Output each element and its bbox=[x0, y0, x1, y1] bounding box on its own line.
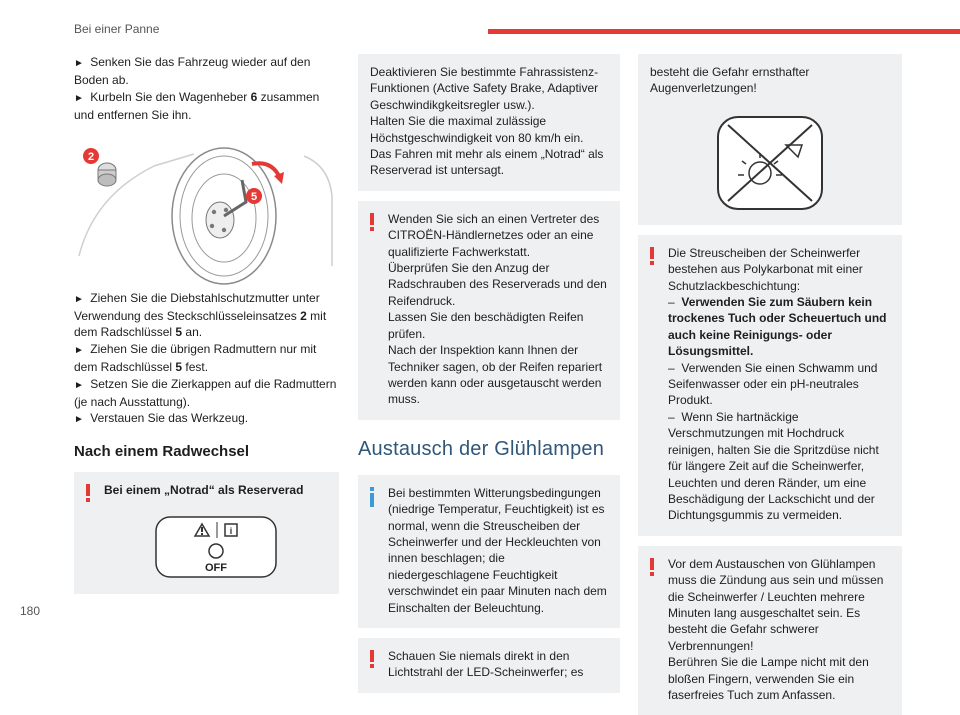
exclamation-mark-icon bbox=[83, 484, 93, 502]
warning-box-bulb-change bbox=[638, 546, 902, 715]
callout-2: 2 bbox=[87, 150, 95, 163]
exclamation-mark-icon bbox=[367, 213, 377, 231]
box-emergency-wheel-rules bbox=[358, 54, 620, 191]
page-number: 180 bbox=[20, 604, 41, 618]
header-accent-bar bbox=[488, 29, 960, 34]
box-text: Deaktivieren Sie bestimmte Fahrassistenz-Funktionen (Active Safety Brake, Adaptiver Geschwindikgkeitsregler usw.). bbox=[370, 65, 599, 112]
arrow-icon: ► bbox=[74, 92, 84, 104]
column-3 bbox=[638, 54, 902, 715]
arrow-icon: ► bbox=[74, 293, 84, 305]
box-text: Schauen Sie niemals direkt in den Lichtstrahl der LED-Scheinwerfer; es bbox=[388, 648, 584, 680]
box-eye-injury bbox=[638, 54, 902, 225]
step-tighten-nuts: ► Ziehen Sie die übrigen Radmuttern nur mit dem Radschlüssel 5 fest. bbox=[74, 341, 317, 375]
column-1 bbox=[74, 54, 339, 594]
box-text: Bei bestimmten Witterungsbedingungen (niedrige Temperatur, Feuchtigkeit) ist es normal, wenn die Streuscheiben der Scheinwerfer und der Heckleuchten von innen beschlagen; die niedergeschlagene Feuchtigkeit verschwindet ein paar Minuten nach dem Einschalten der Beleuchtung. bbox=[388, 485, 607, 615]
step-caps: ► Setzen Sie die Zierkappen auf die Radmuttern (je nach Ausstattung). bbox=[74, 376, 337, 410]
wheel-illustration bbox=[74, 136, 339, 276]
box-text: Die Streuscheiben der Scheinwerfer bestehen aus Polykarbonat mit einer Schutzlackbeschichtung: bbox=[668, 245, 863, 293]
section-title: Austausch der Glühlampen bbox=[358, 437, 605, 460]
step-lower-vehicle: ► Senken Sie das Fahrzeug wieder auf den Boden ab. bbox=[74, 55, 311, 88]
box-text: Wenden Sie sich an einen Vertreter des CITROËN-Händlernetzes oder an eine qualifizierte Fachwerkstatt. bbox=[388, 211, 600, 259]
lens-care-item-1: – Verwenden Sie zum Säubern kein trockenes Tuch oder Scheuertuch und auch keine Reinigungs- oder Lösungsmittel. bbox=[668, 295, 887, 359]
running-header: Bei einer Panne bbox=[74, 22, 160, 36]
info-i-icon bbox=[367, 487, 377, 507]
step-retract-jack: ► Kurbeln Sie den Wagenheber 6 zusammen und entfernen Sie ihn. bbox=[74, 89, 320, 123]
box-text: Berühren Sie die Lampe nicht mit den bloßen Fingern, verwenden Sie ein faserfreies Tuch zum Anfassen. bbox=[668, 655, 869, 702]
step-stow-tools: ► Verstauen Sie das Werkzeug. bbox=[74, 411, 249, 426]
arrow-icon: ► bbox=[74, 379, 84, 391]
lens-care-item-3: – Wenn Sie hartnäckige Verschmutzungen mit Hochdruck reinigen, halten Sie die Spritzdüse nicht für längere Zeit auf die Scheinwerfer, Leuchten und deren Ränder, um eine Beschädigung der Lackschicht und der Dichtungsgummis zu vermeiden. bbox=[668, 409, 879, 523]
box-text: Das Fahren mit mehr als einem „Notrad“ als Reserverad ist untersagt. bbox=[370, 147, 604, 178]
step-antitheft-nut: ► Ziehen Sie die Diebstahlschutzmutter unter Verwendung des Steckschlüsseleinsatzes 2 mit dem Radschlüssel 5 an. bbox=[74, 290, 327, 340]
svg-text:i: i bbox=[229, 526, 232, 537]
column-2 bbox=[358, 54, 620, 693]
do-not-look-led-icon bbox=[716, 115, 824, 211]
subheading-after-wheel-change: Nach einem Radwechsel bbox=[74, 442, 250, 460]
exclamation-mark-icon bbox=[367, 650, 377, 668]
lens-care-item-2: – Verwenden Sie einen Schwamm und Seifenwasser oder ein pH-neutrales Produkt. bbox=[668, 360, 878, 408]
box-text: Vor dem Austauschen von Glühlampen muss die Zündung aus sein und müssen die Scheinwerfer / Leuchten mehrere Minuten lang ausgeschaltet sein. Es besteht die Gefahr schwerer Verbrennungen! bbox=[668, 556, 884, 653]
callout-5: 5 bbox=[250, 190, 258, 203]
warning-box-lens-care bbox=[638, 235, 902, 536]
arrow-icon: ► bbox=[74, 344, 84, 356]
warning-box-led bbox=[358, 638, 620, 693]
warning-box-emergency-wheel bbox=[74, 472, 339, 594]
arrow-icon: ► bbox=[74, 58, 84, 69]
box-text: Lassen Sie den beschädigten Reifen prüfen. bbox=[388, 310, 584, 341]
info-box-condensation bbox=[358, 475, 620, 628]
warning-panel-illustration bbox=[155, 516, 277, 578]
exclamation-mark-icon bbox=[647, 247, 657, 265]
arrow-icon: ► bbox=[74, 414, 84, 426]
exclamation-mark-icon bbox=[647, 558, 657, 576]
wheel-figure bbox=[74, 136, 339, 276]
box-text: Halten Sie die maximal zulässige Höchstgeschwindigkeit von 80 km/h ein. bbox=[370, 114, 584, 145]
warning-box-dealer bbox=[358, 201, 620, 420]
panel-off-label: OFF bbox=[204, 562, 227, 575]
box-text: Nach der Inspektion kann Ihnen der Techniker sagen, ob der Reifen repariert werden kann oder ausgetauscht werden muss. bbox=[388, 343, 603, 407]
box-text: besteht die Gefahr ernsthafter Augenverletzungen! bbox=[650, 65, 810, 96]
warning-title: Bei einem „Notrad“ als Reserverad bbox=[104, 482, 304, 497]
box-text: Überprüfen Sie den Anzug der Radschrauben des Reserverads und den Reifendruck. bbox=[388, 261, 607, 308]
